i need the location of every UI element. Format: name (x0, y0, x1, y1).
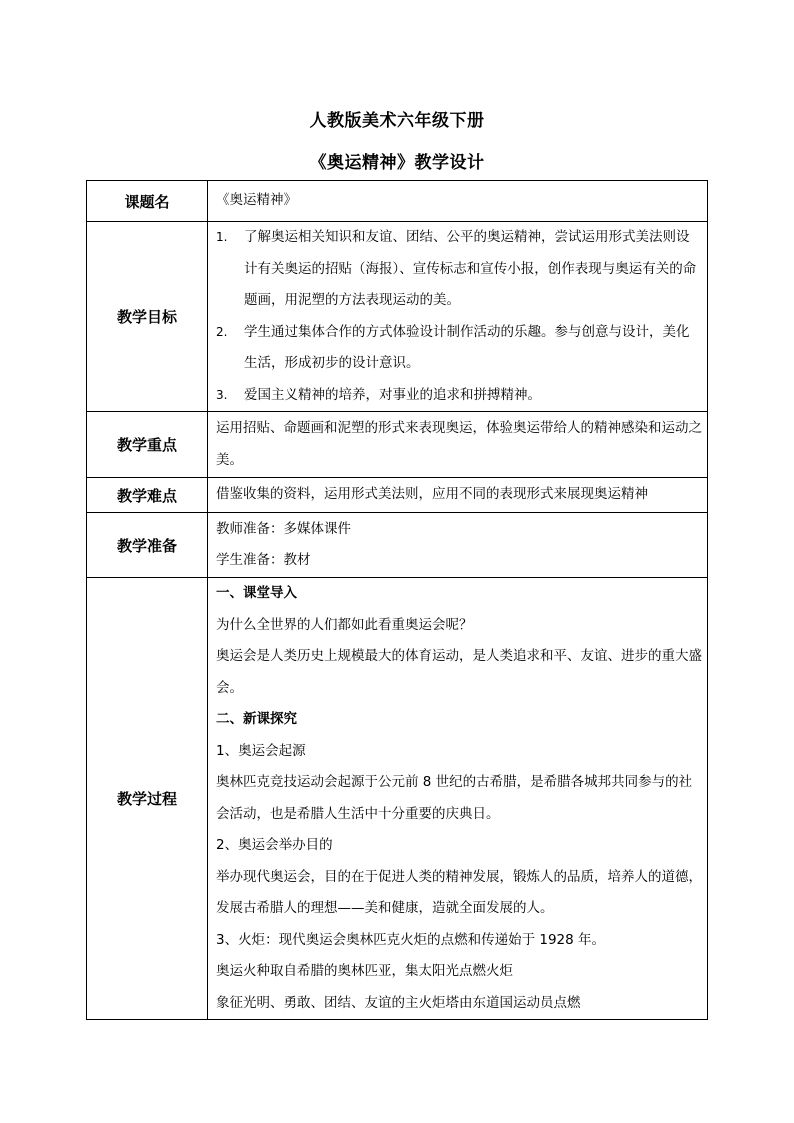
torch-text-1: 奥运火种取自希腊的奥林匹亚，集太阳光点燃火炬 (216, 963, 513, 979)
preparation-content (208, 513, 708, 578)
goal-item (216, 317, 702, 380)
goals-content (208, 222, 708, 412)
section-heading-intro: 一、课堂导入 (216, 585, 297, 601)
lesson-plan-table (86, 180, 708, 1020)
goal-number: 2. (216, 324, 228, 339)
purpose-title: 2、奥运会举办目的 (216, 837, 333, 853)
preparation-label: 教学准备 (87, 513, 208, 578)
teacher-preparation: 教师准备：多媒体课件 (216, 520, 351, 537)
torch-text-2: 象征光明、勇敢、团结、友谊的主火炬塔由东道国运动员点燃 (216, 994, 581, 1011)
intro-question: 为什么全世界的人们都如此看重奥运会呢？ (216, 616, 473, 633)
document-title: 人教版美术六年级下册 (309, 111, 485, 131)
goal-text: 爱国主义精神的培养，对事业的追求和拼搏精神。 (244, 386, 541, 403)
purpose-text: 举办现代奥运会，目的在于促进人类的精神发展，锻炼人的品质，培养人的道德，发展古希腊人的理想——美和健康，造就全面发展的人。 (216, 868, 702, 916)
table-row-preparation (87, 513, 708, 578)
difficulties-label: 教学难点 (87, 478, 208, 513)
goal-number: 3. (216, 387, 228, 402)
key-points-text: 运用招贴、命题画和泥塑的形式来表现奥运，体验奥运带给人的精神感染和运动之美。 (208, 412, 708, 478)
key-points-label: 教学重点 (87, 412, 208, 478)
goal-item (216, 222, 702, 317)
table-row-key-points (87, 412, 708, 478)
process-content (208, 578, 708, 1020)
origin-title: 1、奥运会起源 (216, 742, 306, 759)
table-row-goals (87, 222, 708, 412)
intro-answer: 奥运会是人类历史上规模最大的体育运动，是人类追求和平、友谊、进步的重大盛会。 (216, 648, 702, 696)
process-label: 教学过程 (87, 578, 208, 1020)
table-row-process (87, 578, 708, 1020)
section-heading-explore: 二、新课探究 (216, 711, 297, 727)
goal-text: 学生通过集体合作的方式体验设计制作活动的乐趣。参与创意与设计，美化生活，形成初步的设计意识。 (244, 323, 690, 371)
origin-text: 奥林匹克竞技运动会起源于公元前 8 世纪的古希腊，是希腊各城邦共同参与的社会活动，也是希腊人生活中十分重要的庆典日。 (216, 774, 693, 822)
student-preparation: 学生准备：教材 (216, 552, 311, 568)
goals-label: 教学目标 (87, 222, 208, 412)
topic-label: 课题名 (87, 181, 208, 222)
goal-item (216, 380, 702, 412)
table-row-topic (87, 181, 708, 222)
goal-text: 了解奥运相关知识和友谊、团结、公平的奥运精神，尝试运用形式美法则设计有关奥运的招贴（海报）、宣传标志和宣传小报，创作表现与奥运有关的命题画，用泥塑的方法表现运动的美。 (244, 229, 697, 308)
difficulties-text: 借鉴收集的资料，运用形式美法则，应用不同的表现形式来展现奥运精神 (208, 478, 708, 513)
topic-value: 《奥运精神》 (208, 181, 708, 222)
torch-title: 3、火炬：现代奥运会奥林匹克火炬的点燃和传递始于 1928 年。 (216, 931, 606, 948)
document-subtitle: 《奥运精神》教学设计 (309, 153, 485, 173)
goal-number: 1. (216, 230, 228, 244)
table-row-difficulties (87, 478, 708, 513)
